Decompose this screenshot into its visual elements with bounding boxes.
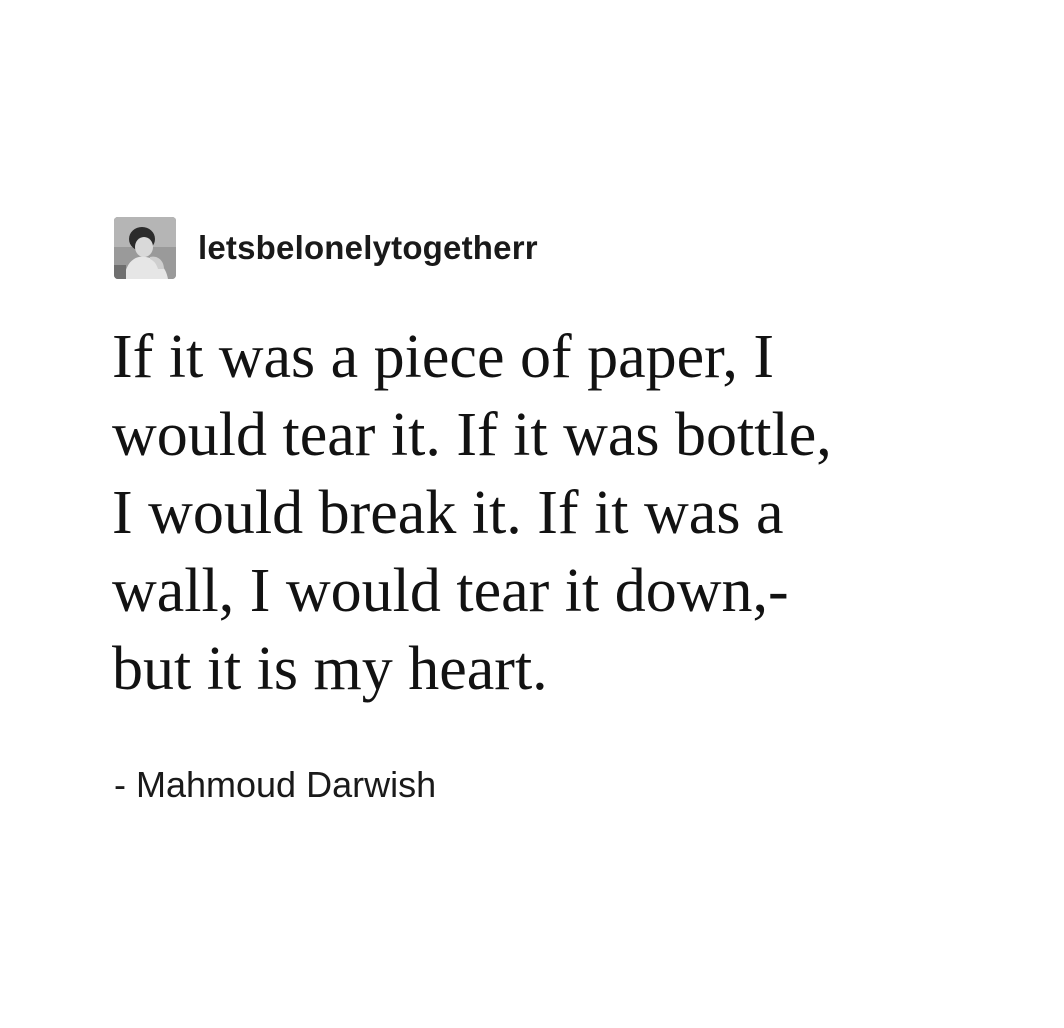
quote-line: but it is my heart.	[112, 635, 548, 703]
quote-line: I would break it. If it was a	[112, 479, 784, 547]
quote-text	[112, 318, 1014, 708]
avatar[interactable]	[114, 217, 176, 279]
quote-attribution: - Mahmoud Darwish	[114, 764, 437, 805]
username[interactable]: letsbelonelytogetherr	[198, 229, 538, 266]
post-card	[114, 216, 1014, 806]
post-header	[114, 216, 1014, 280]
profile-photo-icon	[114, 217, 176, 279]
quote-line: would tear it. If it was bottle,	[112, 401, 832, 469]
quote-line: If it was a piece of paper, I	[112, 323, 774, 391]
quote-line: wall, I would tear it down,-	[112, 557, 789, 625]
